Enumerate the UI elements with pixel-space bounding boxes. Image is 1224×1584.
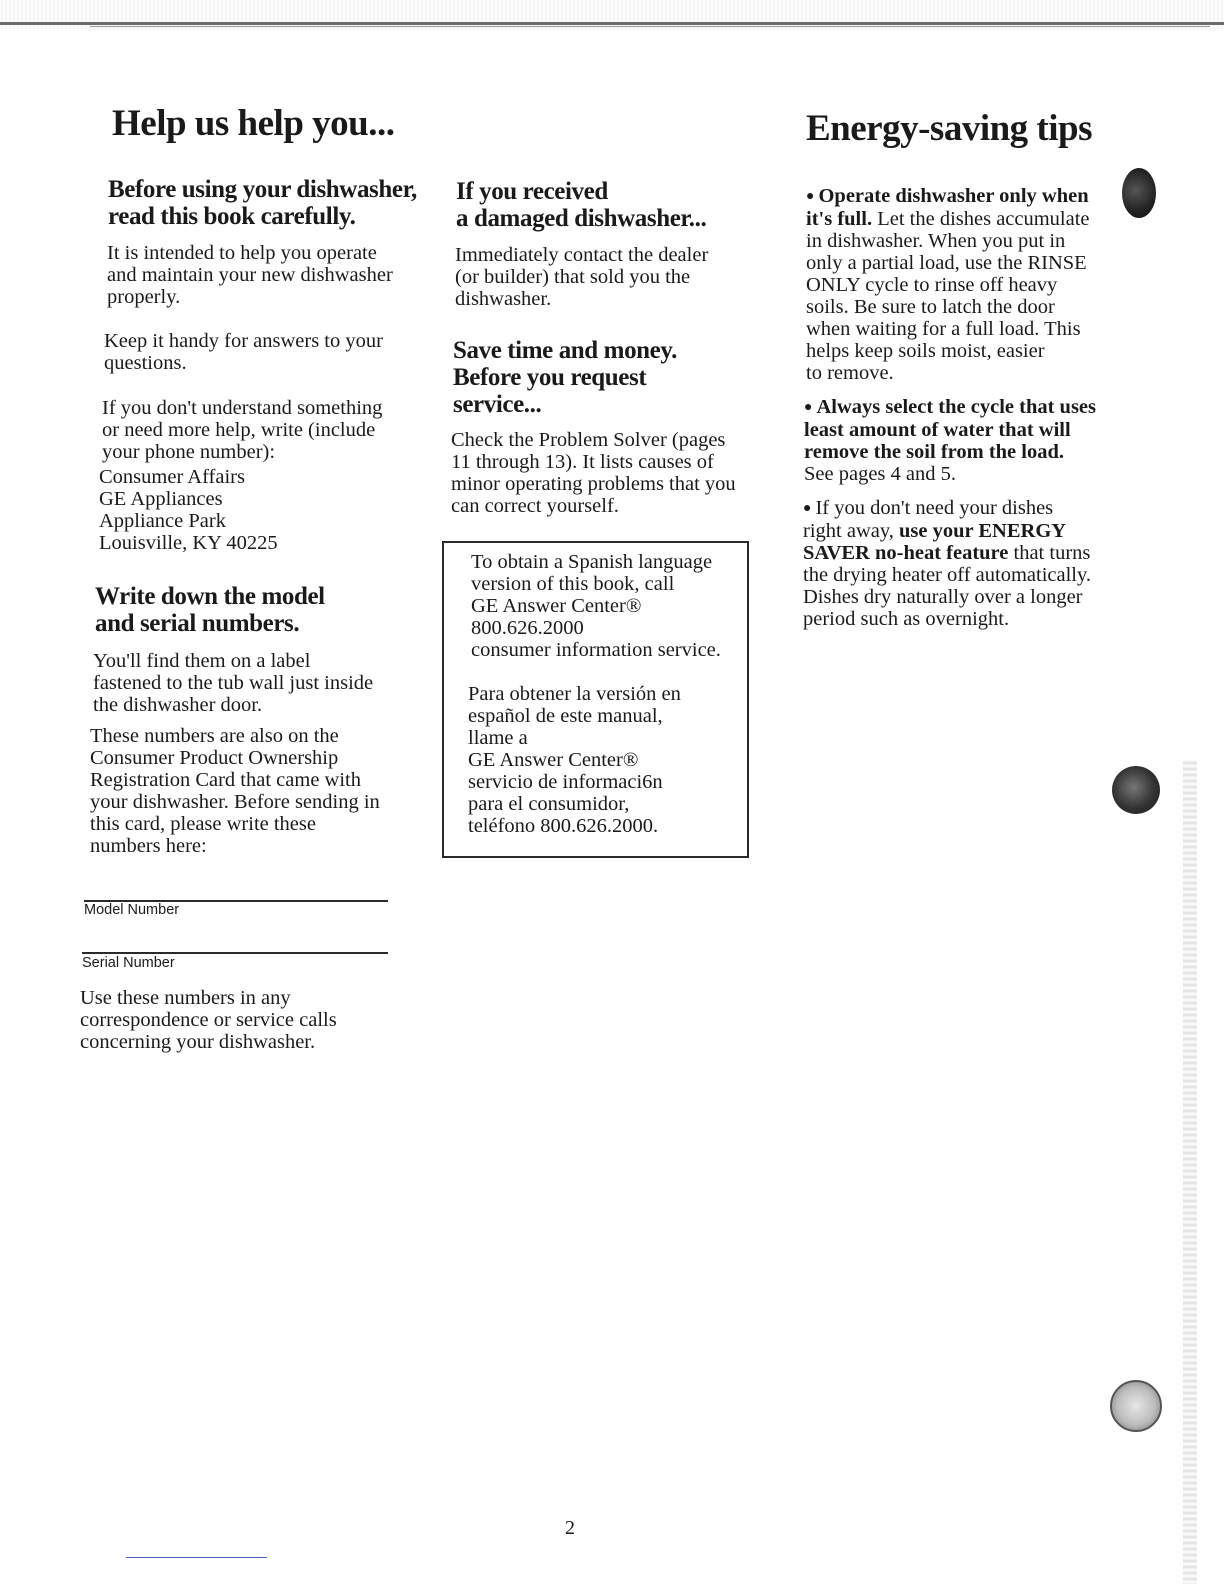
serial-number-label: Serial Number	[82, 955, 175, 971]
binder-hole-bottom	[1110, 1380, 1162, 1432]
intro-paragraph: It is intended to help you operate and maintain your new dishwasher properly.	[107, 242, 393, 308]
label-location-paragraph: You'll find them on a label fastened to the tub wall just inside the dishwasher door.	[93, 650, 374, 716]
bullet-icon: ●	[804, 400, 813, 415]
registration-card-paragraph: These numbers are also on the Consumer Product Ownership Registration Card that came with your dishwasher. Before sending in this card, please write these numbers here:	[90, 725, 380, 857]
tip-least-water: ● Always select the cycle that uses least amount of water that will remove the soil from the load. See pages 4 and 5.	[804, 396, 1097, 485]
binder-hole-top	[1122, 168, 1156, 218]
model-number-label: Model Number	[84, 902, 180, 918]
page-title-help: Help us help you...	[112, 103, 395, 144]
spanish-version-box	[442, 541, 749, 858]
footer-rule	[126, 1557, 267, 1558]
bullet-icon: ●	[803, 501, 812, 516]
scan-noise-right-edge	[1183, 760, 1197, 1584]
top-rule-thin	[90, 26, 1210, 27]
page-number: 2	[565, 1517, 575, 1539]
heading-before-using: Before using your dishwasher, read this book carefully.	[108, 176, 417, 230]
tip-full-load: ● Operate dishwasher only when it's full. Let the dishes accumulate in dishwasher. When you put in only a partial load, use the RINSE ONLY cycle to rinse off heavy soils. Be sure to latch the door when waiting for a full load. This helps keep soils moist, easier to remove.	[806, 185, 1090, 384]
spanish-box-spanish: Para obtener la versión en español de este manual, llame a GE Answer Center® servicio de informaci6n para el consumidor, teléfono 800.626.2000.	[468, 683, 681, 837]
mailing-address: Consumer Affairs GE Appliances Appliance Park Louisville, KY 40225	[99, 466, 278, 554]
heading-damaged: If you received a damaged dishwasher...	[456, 178, 707, 232]
page-title-energy: Energy-saving tips	[806, 108, 1093, 149]
heading-save-time: Save time and money. Before you request service...	[453, 337, 677, 418]
spanish-box-english: To obtain a Spanish language version of this book, call GE Answer Center® 800.626.2000 consumer information service.	[471, 551, 721, 661]
top-rule	[0, 22, 1224, 25]
damaged-paragraph: Immediately contact the dealer (or builder) that sold you the dishwasher.	[455, 244, 709, 310]
tip-energy-saver: ● If you don't need your dishes right away, use your ENERGY SAVER no-heat feature that turns the drying heater off automatically. Dishes dry naturally over a longer period such as overnight.	[803, 497, 1092, 630]
problem-solver-paragraph: Check the Problem Solver (pages 11 through 13). It lists causes of minor operating problems that you can correct yourself.	[451, 429, 736, 517]
heading-model-serial: Write down the model and serial numbers.	[95, 583, 325, 637]
binder-hole-middle	[1112, 766, 1160, 814]
use-numbers-paragraph: Use these numbers in any correspondence or service calls concerning your dishwasher.	[80, 987, 337, 1053]
serial-number-line	[82, 952, 388, 954]
keep-handy-paragraph: Keep it handy for answers to your questions.	[104, 330, 383, 374]
bullet-icon: ●	[806, 189, 815, 204]
help-paragraph: If you don't understand something or need more help, write (include your phone number):	[102, 397, 383, 463]
